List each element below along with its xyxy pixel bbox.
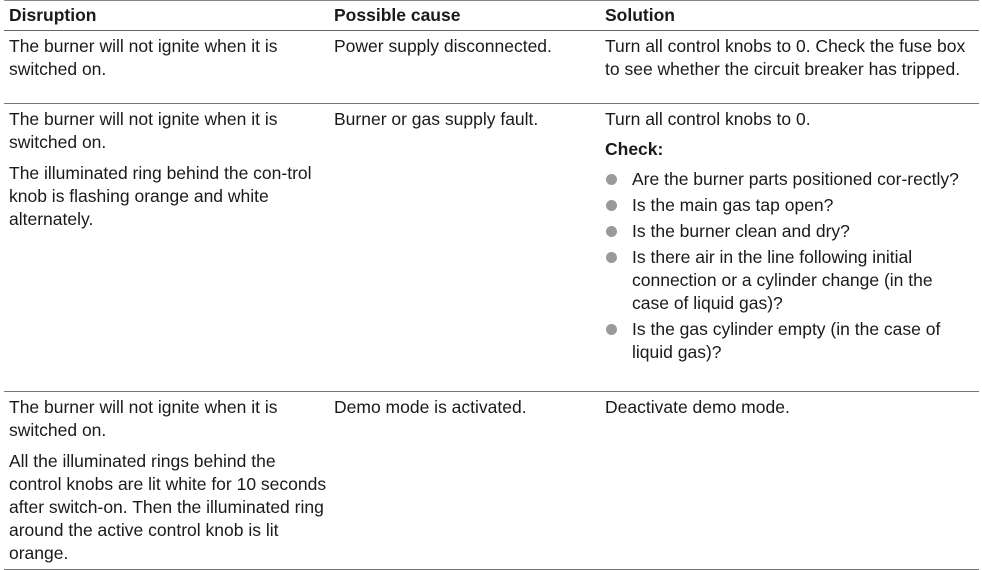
cause-cell — [329, 392, 600, 569]
list-item — [605, 168, 973, 191]
list-item — [605, 318, 973, 364]
header-disruption: Disruption — [9, 5, 97, 25]
disruption-cell — [4, 31, 329, 103]
disruption-text: The burner will not ignite when it is switched on. — [9, 109, 278, 152]
table-header-row — [4, 0, 979, 31]
cause-text: Demo mode is activated. — [334, 397, 527, 417]
list-item-text: Is the gas cylinder empty (in the case of liquid gas)? — [632, 319, 941, 362]
cause-cell — [329, 31, 600, 103]
list-item-text: Is there air in the line following initial connection or a cylinder change (in the case of liquid gas)? — [632, 247, 933, 313]
check-list — [605, 168, 973, 364]
list-item-text: Is the main gas tap open? — [632, 195, 834, 215]
check-label: Check: — [605, 139, 664, 159]
solution-text: Turn all control knobs to 0. Check the fuse box to see whether the circuit breaker has tripped. — [605, 36, 966, 79]
disruption-text: The burner will not ignite when it is switched on. — [9, 36, 278, 79]
table-row — [4, 392, 979, 570]
solution-text: Deactivate demo mode. — [605, 397, 790, 417]
cause-cell — [329, 104, 600, 391]
disruption-cell — [4, 104, 329, 391]
list-item — [605, 246, 973, 315]
header-possible-cause: Possible cause — [334, 5, 461, 25]
solution-cell — [600, 392, 979, 569]
table-row — [4, 31, 979, 104]
cause-text: Burner or gas supply fault. — [334, 109, 539, 129]
list-item — [605, 194, 973, 217]
bullet-icon — [606, 200, 617, 211]
bullet-icon — [606, 252, 617, 263]
bullet-icon — [606, 226, 617, 237]
solution-cell — [600, 31, 979, 103]
disruption-detail-text: All the illuminated rings behind the control knobs are lit white for 10 seconds after switch-on. Then the illuminated ring around the active control knob is lit orange. — [9, 451, 327, 563]
list-item-text: Are the burner parts positioned cor-rectly? — [632, 169, 959, 189]
bullet-icon — [606, 174, 617, 185]
cause-text: Power supply disconnected. — [334, 36, 552, 56]
disruption-cell — [4, 392, 329, 569]
disruption-detail-text: The illuminated ring behind the con-trol knob is flashing orange and white alternately. — [9, 163, 312, 229]
header-solution: Solution — [605, 5, 675, 25]
solution-text: Turn all control knobs to 0. — [605, 109, 811, 129]
troubleshooting-table — [4, 0, 979, 570]
disruption-text: The burner will not ignite when it is switched on. — [9, 397, 278, 440]
bullet-icon — [606, 324, 617, 335]
list-item-text: Is the burner clean and dry? — [632, 221, 850, 241]
solution-cell — [600, 104, 979, 391]
table-row — [4, 104, 979, 392]
list-item — [605, 220, 973, 243]
